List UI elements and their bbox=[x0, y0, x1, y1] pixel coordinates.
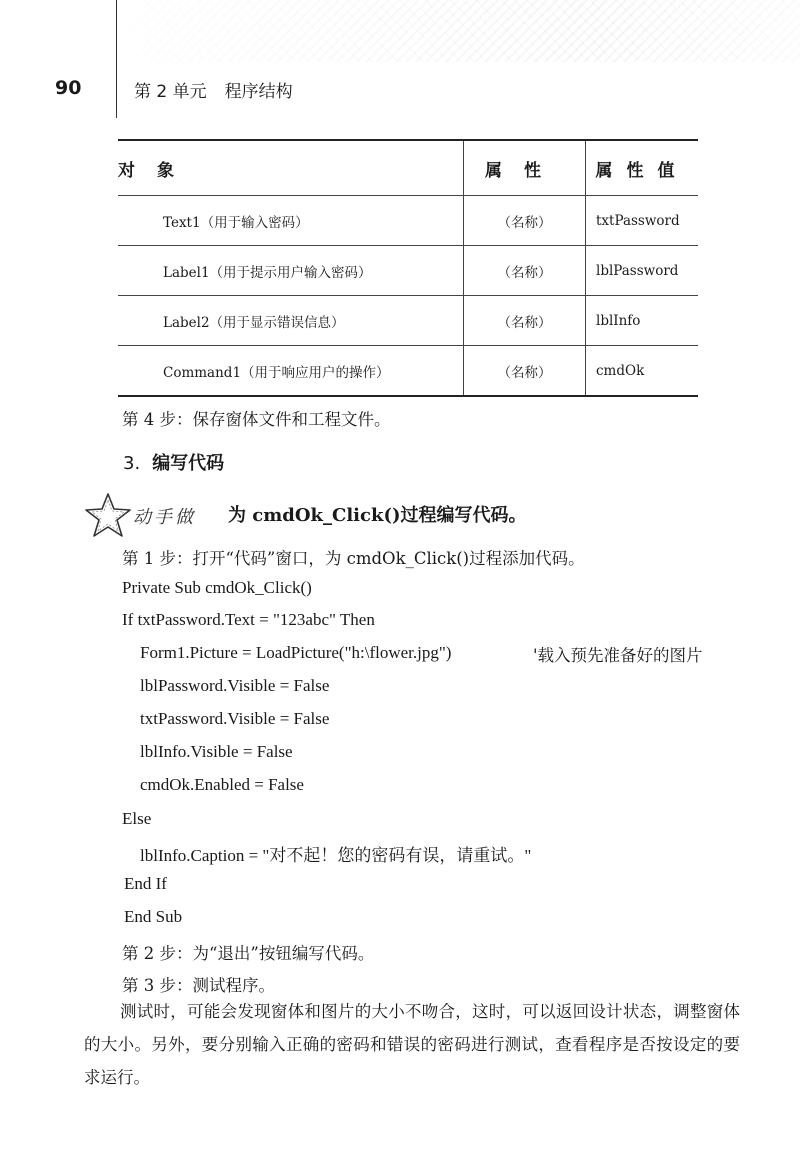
unit-label: 第 2 单元 bbox=[134, 82, 207, 102]
code-line: cmdOk.Enabled = False bbox=[140, 775, 304, 794]
header-divider bbox=[116, 0, 117, 118]
header-decoration bbox=[130, 0, 800, 62]
cell-value: lblInfo bbox=[586, 296, 699, 346]
cell-value: cmdOk bbox=[586, 346, 699, 397]
table-row bbox=[118, 296, 698, 346]
property-table bbox=[118, 139, 698, 397]
column-header-object: 对象 bbox=[118, 140, 464, 196]
step-3-text: 第 3 步：测试程序。 bbox=[122, 976, 275, 995]
table-header-row bbox=[118, 140, 698, 196]
step-2-text: 第 2 步：为“退出”按钮编写代码。 bbox=[122, 944, 375, 963]
cell-object: Command1（用于响应用户的操作） bbox=[118, 346, 464, 397]
table-row bbox=[118, 196, 698, 246]
cell-object: Label1（用于提示用户输入密码） bbox=[118, 246, 464, 296]
column-header-value: 属性值 bbox=[586, 140, 699, 196]
code-line: Else bbox=[122, 809, 152, 828]
section-title: 编写代码 bbox=[152, 453, 225, 474]
body-paragraph: 测试时，可能会发现窗体和图片的大小不吻合，这时，可以返回设计状态，调整窗体的大小。另外，要分别输入正确的密码和错误的密码进行测试，查看程序是否按设定的要求运行。 bbox=[84, 1002, 740, 1087]
code-line: End Sub bbox=[124, 907, 183, 926]
section-number: 3. bbox=[123, 453, 141, 474]
code-line: lblPassword.Visible = False bbox=[140, 676, 330, 695]
code-line: lblInfo.Visible = False bbox=[140, 742, 293, 761]
cell-property: （名称） bbox=[464, 196, 586, 246]
column-header-property: 属性 bbox=[464, 140, 586, 196]
code-line: End If bbox=[124, 874, 167, 893]
cell-value: txtPassword bbox=[586, 196, 699, 246]
cell-property: （名称） bbox=[464, 346, 586, 397]
star-icon bbox=[84, 492, 132, 540]
chapter-label: 程序结构 bbox=[224, 82, 293, 102]
cell-object: Label2（用于显示错误信息） bbox=[118, 296, 464, 346]
section-heading bbox=[123, 449, 224, 475]
code-line: Private Sub cmdOk_Click() bbox=[122, 578, 312, 597]
step-1-text: 第 1 步：打开“代码”窗口，为 cmdOk_Click()过程添加代码。 bbox=[122, 549, 585, 568]
task-label: 动手做 bbox=[133, 507, 196, 528]
code-comment: '载入预先准备好的图片 bbox=[533, 646, 703, 665]
task-title: 为 cmdOk_Click()过程编写代码。 bbox=[228, 505, 527, 526]
table-row bbox=[118, 246, 698, 296]
table-row bbox=[118, 346, 698, 397]
cell-value: lblPassword bbox=[586, 246, 699, 296]
running-head bbox=[134, 77, 293, 102]
code-line: lblInfo.Caption = "对不起！您的密码有误，请重试。" bbox=[140, 846, 532, 865]
code-line: If txtPassword.Text = "123abc" Then bbox=[122, 610, 375, 629]
code-line: txtPassword.Visible = False bbox=[140, 709, 330, 728]
cell-property: （名称） bbox=[464, 246, 586, 296]
code-line: Form1.Picture = LoadPicture("h:\flower.jpg") bbox=[140, 643, 452, 662]
page-number: 90 bbox=[55, 77, 82, 99]
cell-object: Text1（用于输入密码） bbox=[118, 196, 464, 246]
step-4-text: 第 4 步：保存窗体文件和工程文件。 bbox=[122, 410, 391, 429]
cell-property: （名称） bbox=[464, 296, 586, 346]
